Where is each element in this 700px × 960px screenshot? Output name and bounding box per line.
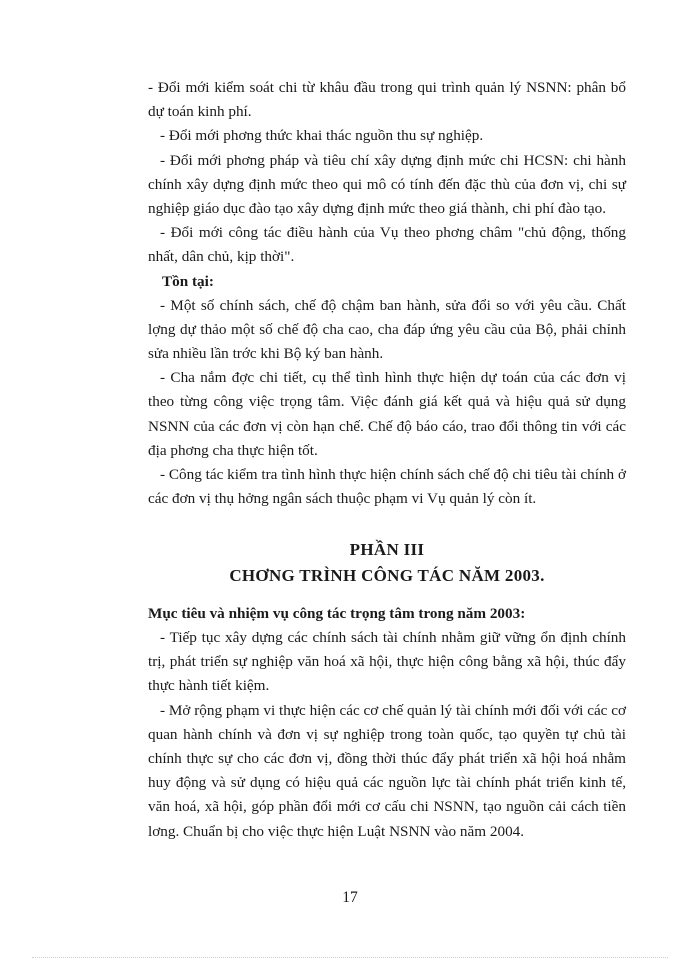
paragraph-khai-thac-nguon-thu [148, 124, 626, 148]
bottom-divider [32, 957, 668, 958]
part-title: PHẦN III [349, 540, 425, 559]
paragraph-text: - Đổi mới phơng thức khai thác nguồn thu sự nghiệp. [160, 127, 484, 145]
paragraph-text: - Đổi mới kiểm soát chi từ khâu đầu trong qui trình quản lý NSNN: phân bổ dự toán kinh phí. [148, 79, 626, 121]
paragraph-text: - Đổi mới phơng pháp và tiêu chí xây dựng định mức chi HCSN: chi hành chính xây dựng định mức theo qui mô có tính đến đặc thù của đơn vị, chi sự nghiệp giáo dục đào tạo xây dựng định mức theo giá thành, chi phí đào tạo. [148, 151, 626, 218]
paragraph-text: - Một số chính sách, chế độ chậm ban hành, sửa đổi so với yêu cầu. Chất lợng dự thảo một số chế độ cha cao, cha đáp ứng yêu cầu của Bộ, phải chỉnh sửa nhiều lần trớc khi Bộ ký ban hành. [148, 296, 626, 363]
paragraph-kiem-tra [148, 463, 626, 511]
upper-section [148, 76, 626, 511]
paragraph-chinh-sach-cham [148, 294, 626, 367]
muc-tieu-heading: Mục tiêu và nhiệm vụ công tác trọng tâm trong năm 2003: [148, 605, 526, 622]
paragraph-dieu-hanh [148, 221, 626, 269]
paragraph-text: - Đổi mới công tác điều hành của Vụ theo phơng châm "chủ động, thống nhất, dân chủ, kịp thời". [148, 224, 626, 266]
part-heading-block [148, 537, 626, 589]
paragraph-text: - Mở rộng phạm vi thực hiện các cơ chế quản lý tài chính mới đối với các cơ quan hành chính và đơn vị sự nghiệp trong toàn quốc, tạo quyền tự chủ tài chính thực sự cho các đơn vị, đồng thời thúc đẩy phát triển xã hội hoá nhằm huy động và sử dụng có hiệu quả các nguồn lực tài chính phát triển kinh tế, văn hoá, xã hội, góp phần đổi mới cơ cấu chi NSNN, tạo nguồn cải cách tiền lơng. Chuẩn bị cho việc thực hiện Luật NSNN vào năm 2004. [148, 701, 626, 840]
paragraph-kiem-soat-chi [148, 76, 626, 124]
lower-section [148, 602, 626, 844]
paragraph-text: - Tiếp tục xây dựng các chính sách tài chính nhằm giữ vững ổn định chính trị, phát triển sự nghiệp văn hoá xã hội, thực hiện công bằng xã hội, thúc đẩy thực hành tiết kiệm. [148, 629, 626, 695]
paragraph-mo-rong-pham-vi [148, 699, 626, 844]
ton-tai-heading: Tồn tại: [162, 272, 214, 290]
paragraph-xay-dung-chinh-sach [148, 626, 626, 699]
paragraph-text: - Cha nắm đợc chi tiết, cụ thể tình hình thực hiện dự toán của các đơn vị theo từng công việc trọng tâm. Việc đánh giá kết quả và hiệu quả sử dụng NSNN của các đơn vị còn hạn chế. Chế độ báo cáo, trao đổi thông tin với các địa phơng cha thực hiện tốt. [148, 369, 626, 459]
page-number: 17 [342, 889, 358, 906]
paragraph-dinh-muc-chi [148, 149, 626, 222]
paragraph-text: - Công tác kiểm tra tình hình thực hiện chính sách chế độ chi tiêu tài chính ở các đơn vị thụ hởng ngân sách thuộc phạm vi Vụ quản lý còn ít. [148, 466, 626, 508]
paragraph-nam-tinh-hinh [148, 366, 626, 463]
part-subtitle: CHƠNG TRÌNH CÔNG TÁC NĂM 2003. [229, 566, 545, 585]
